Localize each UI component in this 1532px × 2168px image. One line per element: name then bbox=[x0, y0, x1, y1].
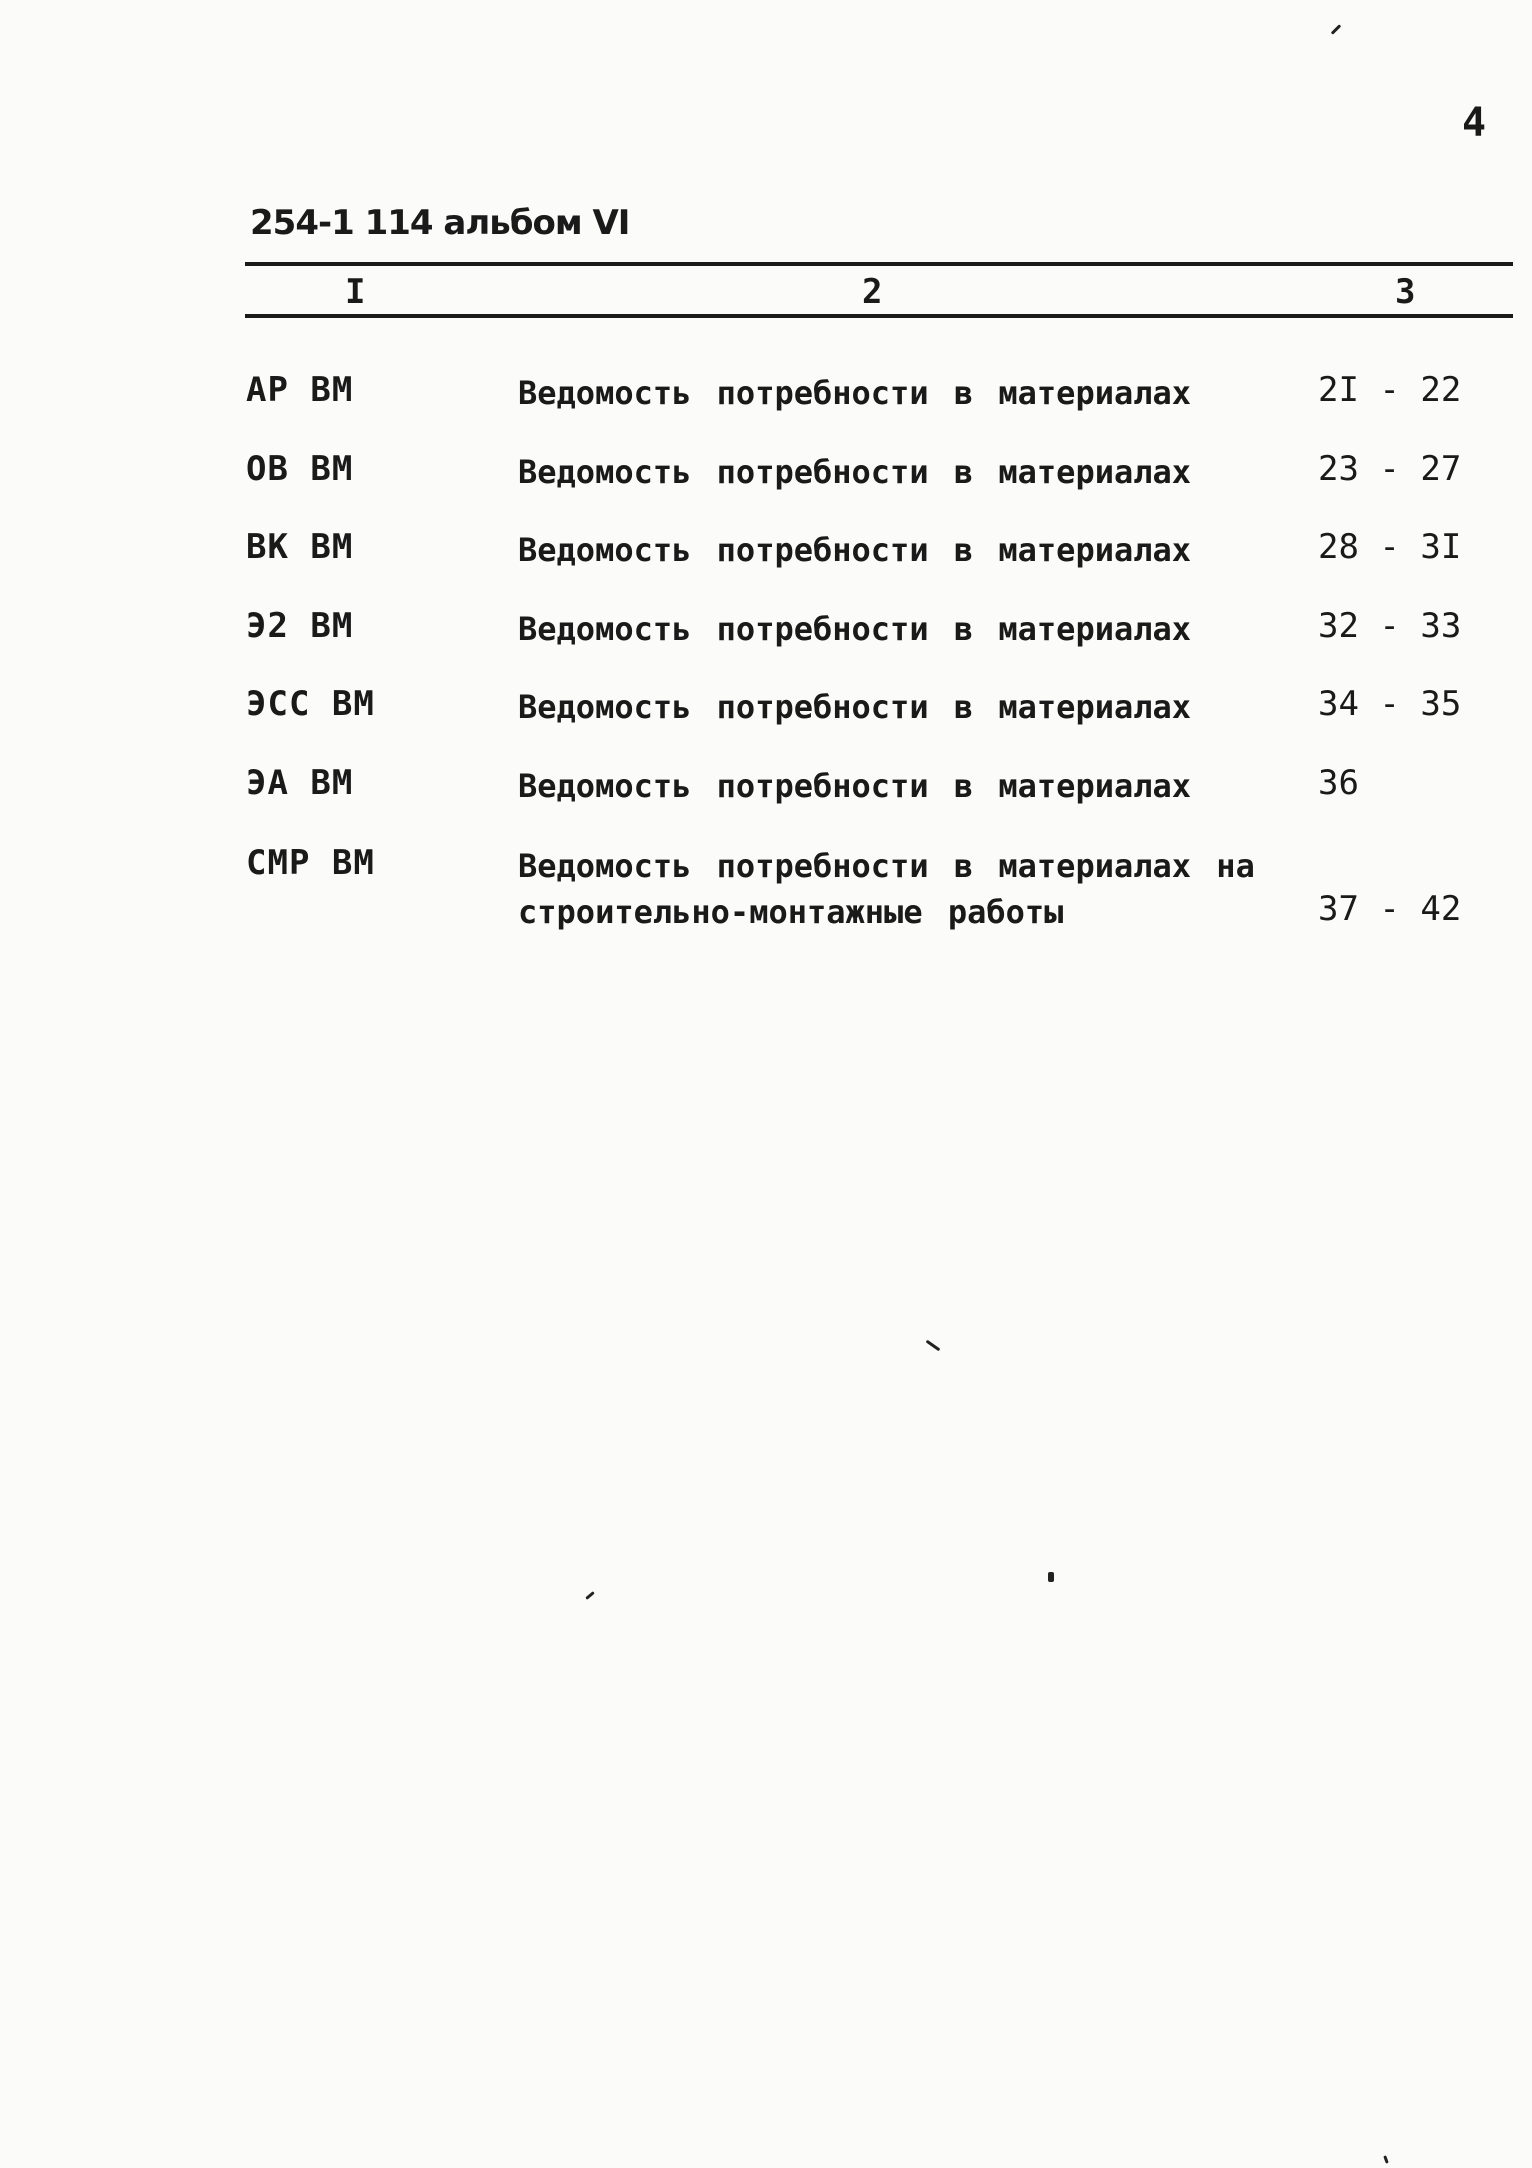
table-row bbox=[0, 527, 1532, 607]
row-code: ВК ВМ bbox=[246, 527, 354, 567]
scan-mark bbox=[1383, 2155, 1389, 2164]
document-header: 254-1 114 альбом VI bbox=[250, 203, 630, 243]
row-pages: 36 bbox=[1318, 763, 1359, 803]
table-row bbox=[0, 763, 1532, 843]
row-code: СМР ВМ bbox=[246, 843, 375, 883]
row-pages: 37 - 42 bbox=[1318, 889, 1462, 929]
row-pages: 32 - 33 bbox=[1318, 606, 1462, 646]
row-description: Ведомость потребности в материалах bbox=[518, 531, 1192, 569]
scan-mark bbox=[1331, 24, 1342, 35]
row-pages: 34 - 35 bbox=[1318, 684, 1462, 724]
table-row bbox=[0, 684, 1532, 764]
column-header-3: 3 bbox=[1395, 272, 1416, 312]
table-row bbox=[0, 606, 1532, 686]
row-code: АР ВМ bbox=[246, 370, 354, 410]
column-header-2: 2 bbox=[862, 272, 883, 312]
scan-mark bbox=[926, 1340, 941, 1352]
row-code: ОВ ВМ bbox=[246, 449, 354, 489]
table-row bbox=[0, 843, 1532, 953]
table-top-rule bbox=[245, 262, 1513, 266]
row-description-continued: строительно-монтажные работы bbox=[518, 893, 1064, 931]
row-description: Ведомость потребности в материалах на bbox=[518, 847, 1255, 885]
row-description: Ведомость потребности в материалах bbox=[518, 767, 1192, 805]
row-code: ЭА ВМ bbox=[246, 763, 354, 803]
row-description: Ведомость потребности в материалах bbox=[518, 610, 1192, 648]
row-description: Ведомость потребности в материалах bbox=[518, 453, 1192, 491]
scan-mark bbox=[1048, 1572, 1054, 1582]
row-description: Ведомость потребности в материалах bbox=[518, 374, 1192, 412]
column-header-1: I bbox=[345, 272, 366, 312]
row-code: ЭСС ВМ bbox=[246, 684, 375, 724]
scan-mark bbox=[585, 1591, 595, 1600]
row-code: Э2 ВМ bbox=[246, 606, 354, 646]
row-description: Ведомость потребности в материалах bbox=[518, 688, 1192, 726]
table-row bbox=[0, 449, 1532, 529]
table-header-rule bbox=[245, 314, 1513, 318]
row-pages: 28 - 3I bbox=[1318, 527, 1462, 567]
row-pages: 2I - 22 bbox=[1318, 370, 1462, 410]
table-row bbox=[0, 370, 1532, 450]
row-pages: 23 - 27 bbox=[1318, 449, 1462, 489]
page-number: 4 bbox=[1462, 100, 1487, 146]
